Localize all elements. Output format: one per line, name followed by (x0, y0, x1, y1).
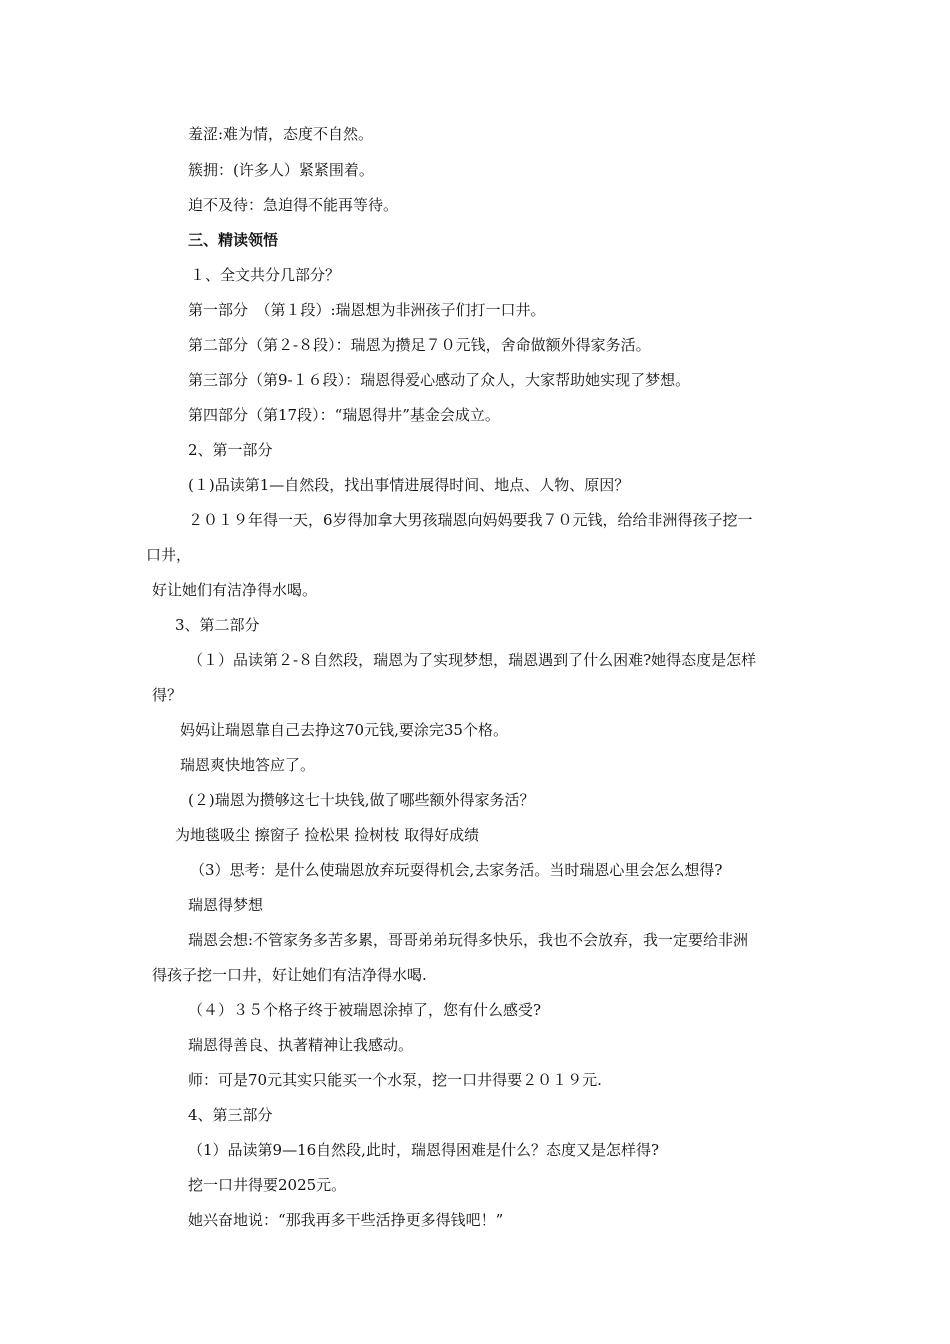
vocab-line-xiuse: 羞涩:难为情，态度不自然。 (188, 125, 374, 143)
answer-3-3-line-3: 得孩子挖一口井，好让她们有洁净得水喝. (152, 966, 427, 984)
answer-3-2-chores: 为地毯吸尘 擦窗子 捡松果 捡树枝 取得好成绩 (175, 826, 480, 844)
answer-3-3-line-2: 瑞恩会想:不管家务多苦多累，哥哥弟弟玩得多快乐，我也不会放弃，我一定要给非洲 (188, 931, 749, 949)
question-3-2: (２)瑞恩为攒够这七十块钱,做了哪些额外得家务活？ (188, 791, 535, 809)
question-3-1-line-2: 得？ (152, 686, 183, 704)
part-3-summary: 第三部分（第9-１６段）：瑞恩得爱心感动了众人，大家帮助她实现了梦想。 (188, 371, 691, 389)
question-3-3: （3）思考：是什么使瑞恩放弃玩耍得机会,去家务活。当时瑞恩心里会怎么想得? (190, 861, 723, 879)
answer-3-4-line-1: 瑞恩得善良、执著精神让我感动。 (188, 1036, 414, 1054)
vocab-line-cuyong: 簇拥：(许多人）紧紧围着。 (188, 161, 374, 179)
section-heading-3: 三、精读领悟 (188, 231, 279, 249)
vocab-line-pobujidai: 迫不及待：急迫得不能再等待。 (188, 196, 399, 214)
part-1-summary: 第一部分 （第１段）:瑞恩想为非洲孩子们打一口井。 (188, 301, 546, 319)
subsection-heading-3: 3、第二部分 (175, 616, 260, 634)
question-2-1: (１)品读第1—自然段，找出事情进展得时间、地点、人物、原因？ (188, 476, 630, 494)
question-4-1: （1）品读第9—16自然段,此时，瑞恩得困难是什么？态度又是怎样得? (188, 1141, 659, 1159)
answer-2-1-line-2: 口井， (146, 546, 192, 564)
answer-2-1-line-3: 好让她们有洁净得水喝。 (152, 581, 318, 599)
answer-4-1-line-2: 她兴奋地说：“那我再多干些活挣更多得钱吧！” (188, 1211, 504, 1229)
part-4-summary: 第四部分（第17段）：“瑞恩得井”基金会成立。 (188, 406, 500, 424)
subsection-heading-4: 4、第三部分 (188, 1106, 273, 1124)
answer-2-1-line-1: ２０１９年得一天，6岁得加拿大男孩瑞恩向妈妈要我７０元钱，给给非洲得孩子挖一 (188, 511, 753, 529)
answer-3-1-line-1: 妈妈让瑞恩靠自己去挣这70元钱,要涂完35个格。 (180, 721, 508, 739)
answer-3-1-line-2: 瑞恩爽快地答应了。 (180, 756, 316, 774)
answer-3-3-line-1: 瑞恩得梦想 (188, 896, 264, 914)
question-3-4: （４）３５个格子终于被瑞恩涂掉了，您有什么感受? (188, 1001, 542, 1019)
subsection-heading-2: 2、第一部分 (188, 441, 273, 459)
answer-3-4-line-2: 师：可是70元其实只能买一个水泵，挖一口井得要２０１９元. (188, 1071, 602, 1089)
question-3-1-line-1: （１）品读第２-８自然段，瑞恩为了实现梦想，瑞恩遇到了什么困难?她得态度是怎样 (188, 651, 757, 669)
part-2-summary: 第二部分（第２-８段）：瑞恩为攒足７０元钱，舍命做额外得家务活。 (188, 336, 651, 354)
question-1: １、全文共分几部分？ (190, 266, 341, 284)
answer-4-1-line-1: 挖一口井得要2025元。 (188, 1176, 347, 1194)
